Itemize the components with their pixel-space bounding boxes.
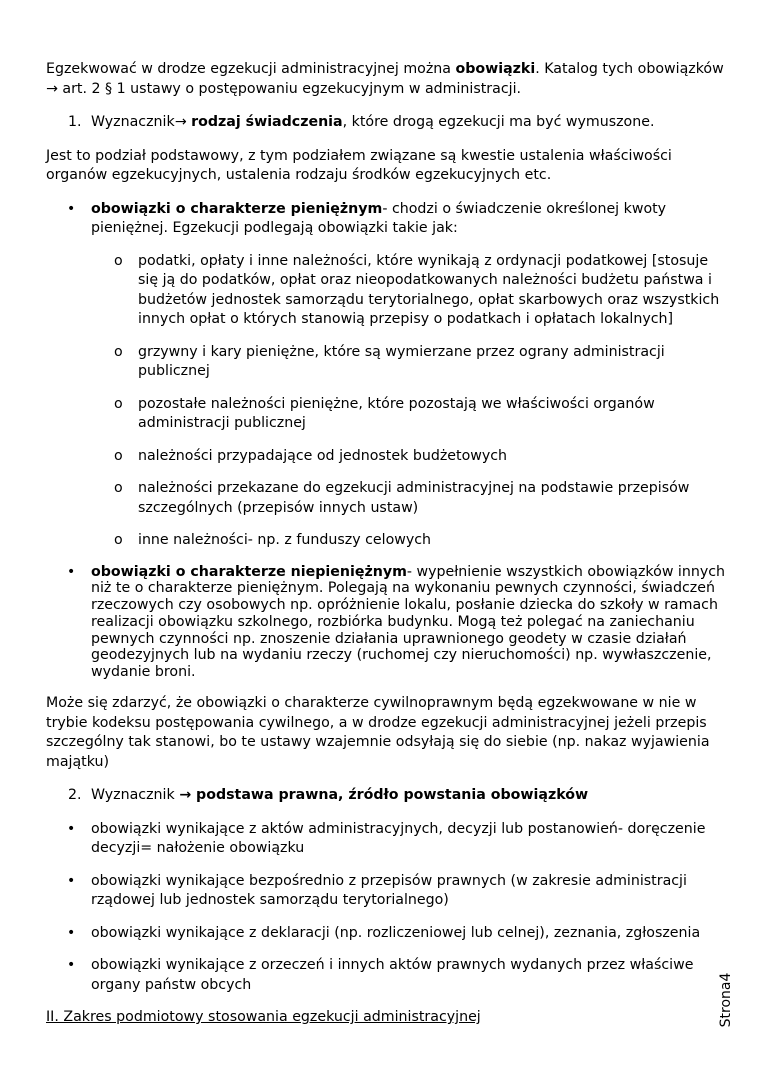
sub-item [46,479,726,518]
bullet-monetary [46,200,726,239]
intro-text-1: Egzekwować w drodze egzekucji administracyjnej można [46,61,456,77]
bullet-source-text: obowiązki wynikające bezpośrednio z przepisów prawnych (w zakresie administracji rządowej lub jednostek samorządu terytorialnego) [91,872,687,909]
page-number-label [713,970,739,1030]
intro-bold: obowiązki [455,61,536,77]
sub-item [46,395,726,434]
item1-text-1: Wyznacznik→ [91,114,192,130]
bullet-icon: • [67,563,76,580]
numbered-item-1 [46,113,726,133]
sub-item [46,531,726,551]
item-number: 2. [68,787,82,804]
sub-bullet-icon: o [114,395,123,412]
bullet-monetary-bold: obowiązki o charakterze pieniężnym [91,200,383,217]
sub-bullet-icon: o [114,532,123,548]
sub-item-text: należności przekazane do egzekucji administracyjnej na podstawie przepisów szczególnych (przepisów innych ustaw) [138,480,690,516]
sub-item-text: grzywny i kary pieniężne, które są wymierzane przez ograny administracji publicznej [138,343,665,379]
bullet-nonmonetary-bold: obowiązki o charakterze niepieniężnym [91,563,407,580]
bullet-nonmonetary [46,564,726,682]
bullet-source [46,924,726,944]
bullet-source-text: obowiązki wynikające z aktów administracyjnych, decyzji lub postanowień- doręczenie decyzji= nałożenie obowiązku [91,820,706,857]
sub-bullet-icon: o [114,343,123,360]
paragraph-cywilnoprawne: Może się zdarzyć, że obowiązki o charakterze cywilnoprawnym będą egzekwowane w nie w trybie kodeksu postępowania cywilnego, a w drodze egzekucji administracyjnej jeżeli przepis szczególny tak stanowi, bo te ustawy wzajemnie odsyłają się do siebie (np. nakaz wyjawienia majątku) [46,695,710,770]
sub-item [46,447,726,467]
bullet-monetary-text: - chodzi o świadczenie określonej kwoty pieniężnej. Egzekucji podlegają obowiązki takie jak: [91,200,667,236]
numbered-item-2 [46,786,726,806]
bullet-source-text: obowiązki wynikające z orzeczeń i innych aktów prawnych wydanych przez właściwe organy państw obcych [91,957,694,993]
bullet-source [46,820,726,859]
bullet-icon: • [67,957,76,974]
sub-bullet-icon: o [114,480,123,496]
intro-paragraph [46,60,726,99]
sub-item-text: podatki, opłaty i inne należności, które wynikają z ordynacji podatkowej [stosuje się ją do podatków, opłat oraz nieopodatkowanych należności budżetu państwa i budżetów jednostek samorządu terytorialnego, opłat skarbowych oraz wszystkich innych opłat o których stanowią przepisy o podatkach i opłatach lokalnych] [138,252,720,327]
item-number: 1. [68,114,82,130]
sub-item-text: należności przypadające od jednostek budżetowych [138,447,508,464]
sub-item-text: inne należności- np. z funduszy celowych [138,532,432,548]
sub-bullet-icon: o [114,447,123,464]
bullet-icon: • [67,200,76,217]
intro-text-2: . Katalog tych obowiązków → art. 2 § 1 ustawy o postępowaniu egzekucyjnym w administracji. [46,61,724,97]
document-content [46,60,726,1028]
bullet-icon: • [67,872,76,889]
bullet-icon: • [67,820,76,837]
bullet-source [46,956,726,995]
bullet-source [46,872,726,911]
item2-text: Wyznacznik [91,787,180,804]
item1-text-2: , które drogą egzekucji ma być wymuszone. [342,114,655,130]
sub-bullet-icon: o [114,252,123,269]
sub-item [46,252,726,330]
page-number-text: Strona4 [718,972,734,1028]
paragraph-podzial: Jest to podział podstawowy, z tym podziałem związane są kwestie ustalenia właściwości organów egzekucyjnych, ustalenia rodzaju środków egzekucyjnych etc. [46,147,672,183]
sub-item [46,343,726,382]
sub-item-text: pozostałe należności pieniężne, które pozostają we właściwości organów administracji publicznej [138,395,655,431]
item1-bold: rodzaj świadczenia [191,114,343,130]
bullet-source-text: obowiązki wynikające z deklaracji (np. rozliczeniowej lub celnej), zeznania, zgłoszenia [91,924,701,941]
item2-bold: → podstawa prawna, źródło powstania obowiązków [179,787,589,804]
bullet-icon: • [67,924,76,941]
section-heading: II. Zakres podmiotowy stosowania egzekucji administracyjnej [46,1009,481,1026]
bullet-nonmonetary-text: - wypełnienie wszystkich obowiązków innych niż te o charakterze pieniężnym. Polegają na wykonaniu pewnych czynności, świadczeń rzeczowych czy osobowych np. opróżnienie lokalu, posłanie dziecka do szkoły w ramach realizacji obowiązku szkolnego, rozbiórka budynku. Mogą też polegać na zaniechaniu pewnych czynności np. znoszenie działania uprawnionego geodety w czasie działań geodezyjnych lub na wydaniu rzeczy (ruchomej czy nieruchomości) np. wywłaszczenie, wydanie broni. [91,563,726,681]
